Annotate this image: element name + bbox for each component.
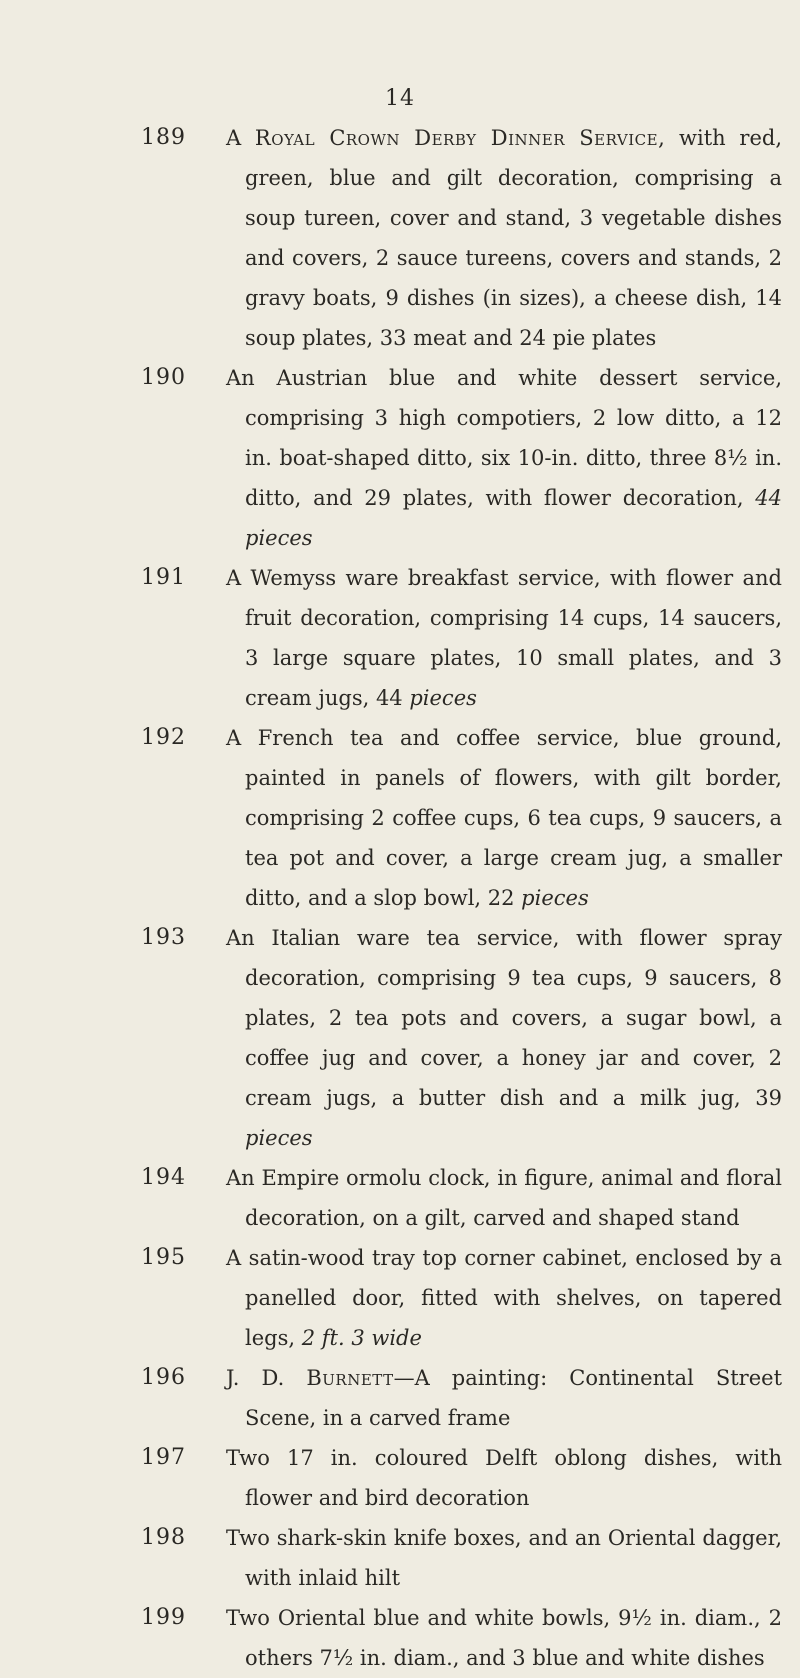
lot-description xyxy=(226,118,782,358)
lot-description xyxy=(226,1438,782,1518)
lot-number: 196 xyxy=(141,1365,186,1390)
lot-entry xyxy=(0,918,800,1158)
lot-entry xyxy=(0,1598,800,1678)
lot-number: 197 xyxy=(141,1445,186,1470)
lot-description xyxy=(226,558,782,718)
lot-quantity: pieces xyxy=(521,886,589,910)
lot-text: A Wemyss ware breakfast service, with flower and fruit decoration, comprising 14 cups, 14 saucers, 3 large square plates, 10 small plates, and 3 cream jugs, 44 xyxy=(226,566,782,710)
lot-text: Two 17 in. coloured Delft oblong dishes, with flower and bird decoration xyxy=(226,1446,782,1510)
lot-number: 194 xyxy=(141,1165,186,1190)
lot-text: with red, green, blue and gilt decoration, comprising a soup tureen, cover and stand, 3 vegetable dishes and covers, 2 sauce tureens, covers and stands, 2 gravy boats, 9 dishes (in sizes), a cheese dish, 14 soup plates, 33 meat and 24 pie plates xyxy=(245,126,783,350)
lot-entry xyxy=(0,1238,800,1358)
page-number: 14 xyxy=(385,86,415,111)
lot-quantity: 2 ft. 3 wide xyxy=(301,1326,422,1350)
lot-list xyxy=(0,118,800,1678)
lot-entry xyxy=(0,1158,800,1238)
lot-description xyxy=(226,1158,782,1238)
lot-entry xyxy=(0,358,800,558)
lot-number: 198 xyxy=(141,1525,186,1550)
lot-text: Two shark-skin knife boxes, and an Oriental dagger, with inlaid hilt xyxy=(226,1526,782,1590)
lot-text: An Austrian blue and white dessert service, comprising 3 high compotiers, 2 low ditto, a 12 in. boat-shaped ditto, six 10-in. ditto, three 8½ in. ditto, and 29 plates, with flower decoration, xyxy=(226,366,782,510)
lot-number: 195 xyxy=(141,1245,186,1270)
lot-entry xyxy=(0,1358,800,1438)
lot-text: A satin-wood tray top corner cabinet, enclosed by a panelled door, fitted with shelves, on tapered legs, xyxy=(226,1246,782,1350)
lot-number: 199 xyxy=(141,1605,186,1630)
lot-entry xyxy=(0,1438,800,1518)
lot-text: —A painting: Continental Street Scene, in a carved frame xyxy=(245,1366,783,1430)
lot-text: An Empire ormolu clock, in figure, animal and floral decoration, on a gilt, carved and shaped stand xyxy=(226,1166,782,1230)
lot-description xyxy=(226,358,782,558)
lot-lead: A xyxy=(226,126,255,150)
lot-description xyxy=(226,1358,782,1438)
lot-number: 191 xyxy=(141,565,186,590)
lot-entry xyxy=(0,558,800,718)
lot-entry xyxy=(0,1518,800,1598)
lot-quantity: pieces xyxy=(409,686,477,710)
lot-text: A French tea and coffee service, blue ground, painted in panels of flowers, with gilt border, comprising 2 coffee cups, 6 tea cups, 9 saucers, a tea pot and cover, a large cream jug, a smaller ditto, and a slop bowl, 22 xyxy=(226,726,782,910)
lot-description xyxy=(226,718,782,918)
lot-number: 193 xyxy=(141,925,186,950)
lot-description xyxy=(226,918,782,1158)
lot-number: 192 xyxy=(141,725,186,750)
lot-number: 190 xyxy=(141,365,186,390)
lot-number: 189 xyxy=(141,125,186,150)
lot-quantity: 44 pieces xyxy=(245,486,782,550)
lot-name: Burnett xyxy=(306,1366,394,1390)
lot-text: An Italian ware tea service, with flower spray decoration, comprising 9 tea cups, 9 saucers, 8 plates, 2 tea pots and covers, a sugar bowl, a coffee jug and cover, a honey jar and cover, 2 cream jugs, a butter dish and a milk jug, 39 xyxy=(226,926,782,1110)
lot-entry xyxy=(0,718,800,918)
lot-entry xyxy=(0,118,800,358)
lot-lead: J. D. xyxy=(226,1366,307,1390)
lot-description xyxy=(226,1598,782,1678)
lot-description xyxy=(226,1238,782,1358)
lot-name: Royal Crown Derby Dinner Service, xyxy=(254,126,666,150)
lot-description xyxy=(226,1518,782,1598)
lot-quantity: pieces xyxy=(245,1126,313,1150)
lot-text: Two Oriental blue and white bowls, 9½ in. diam., 2 others 7½ in. diam., and 3 blue and white dishes xyxy=(226,1606,782,1670)
